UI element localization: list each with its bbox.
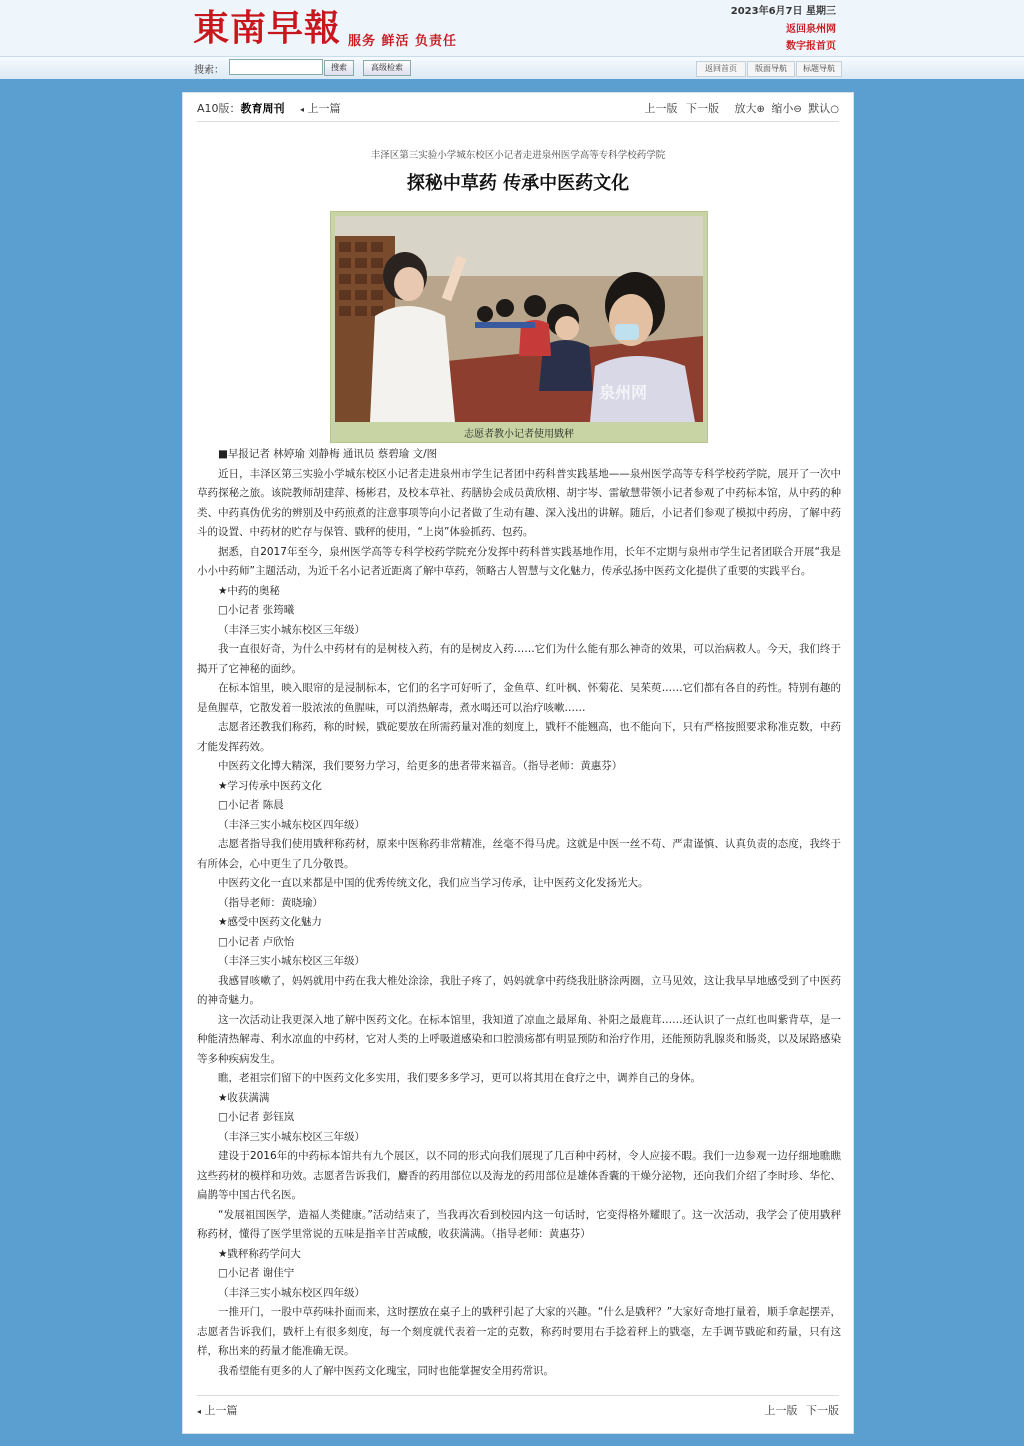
paragraph: 在标本馆里，映入眼帘的是浸制标本，它们的名字可好听了，金鱼草、红叶枫、怀菊花、吴茱萸……它们都有各自的药性。特别有趣的是鱼腥草，它散发着一股浓浓的鱼腥味，可以消热解毒，煮水喝还可以治疗咳嗽…… <box>197 682 841 714</box>
search-input[interactable] <box>229 59 323 75</box>
zoom-out-icon: ⊖ <box>793 104 802 115</box>
paragraph: 志愿者还教我们称药，称的时候，戥砣要放在所需药量对准的刻度上，戥杆不能翘高，也不能向下，只有严格按照要求称准克数，中药才能发挥药效。 <box>197 721 841 753</box>
paragraph: （指导老师：黄晓瑜） <box>218 896 323 909</box>
zoom-in-label: 放大 <box>734 102 757 115</box>
zoom-out-label: 缩小 <box>771 102 794 115</box>
circle-icon: ○ <box>830 104 839 115</box>
page-controls <box>644 100 839 116</box>
paragraph: □小记者 陈晨 <box>218 799 284 811</box>
paragraph: （丰泽三实小城东校区三年级） <box>218 1130 365 1143</box>
caret-left-icon: ◂ <box>300 105 305 114</box>
tab-home[interactable]: 返回首页 <box>696 61 746 77</box>
default-size-button[interactable] <box>808 102 839 115</box>
footer-page-links <box>765 1402 840 1418</box>
classroom-photo <box>335 216 703 422</box>
newspaper-logo[interactable]: 東南早報 <box>193 7 342 49</box>
paragraph: 一推开门，一股中草药味扑面而来，这时摆放在桌子上的戥秤引起了大家的兴趣。“什么是戥秤？”大家好奇地打量着，顺手拿起摆弄，志愿者告诉我们，戥杆上有很多刻度，每一个刻度就代表着一定的克数，称药时要用右手捻着秤上的戥毫，左手调节戥砣和药量，只有这样，称出来的药量才能准确无误。 <box>197 1306 841 1357</box>
tab-page-nav[interactable]: 版面导航 <box>747 61 795 77</box>
header-divider <box>197 121 839 122</box>
photo-watermark: 泉州网 <box>599 383 648 402</box>
photo-caption: 志愿者教小记者使用戥秤 <box>464 429 574 440</box>
paragraph: 中医药文化一直以来都是中国的优秀传统文化，我们应当学习传承，让中医药文化发扬光大。 <box>218 877 649 889</box>
prev-page-link[interactable]: 上一版 <box>644 102 678 115</box>
paragraph: 我感冒咳嗽了，妈妈就用中药在我大椎处涂涂，我肚子疼了，妈妈就拿中药绕我肚脐涂两圈，立马见效，这让我早早地感受到了中医药的神奇魅力。 <box>197 974 841 1006</box>
newspaper-slogan: 服务 鲜活 负责任 <box>348 34 458 49</box>
paragraph: ★收获满满 <box>218 1091 270 1104</box>
paragraph: 建设于2016年的中药标本馆共有九个展区，以不同的形式向我们展现了几百种中药材，令人应接不暇。我们一边参观一边仔细地瞧瞧这些药材的模样和功效。志愿者告诉我们，麝香的药用部位以及海龙的药用部位是雄体香囊的干燥分泌物，还向我们介绍了李时珍、华佗、扁鹊等中国古代名医。 <box>197 1150 841 1201</box>
paragraph: （丰泽三实小城东校区三年级） <box>218 623 365 636</box>
edition-label: A10版： <box>197 102 241 115</box>
toolbar-band <box>0 56 1024 79</box>
paragraph: ★感受中医药文化魅力 <box>218 916 322 928</box>
tab-title-nav[interactable]: 标题导航 <box>796 61 842 77</box>
digital-home-link[interactable]: 数字报首页 <box>786 41 836 52</box>
footer-prev-article-link[interactable] <box>197 1402 238 1418</box>
zoom-in-icon: ⊕ <box>756 104 765 115</box>
paragraph: ★戥秤称药学问大 <box>218 1247 301 1260</box>
paragraph: ★中药的奥秘 <box>218 584 280 597</box>
paragraph: 近日，丰泽区第三实验小学城东校区小记者走进泉州市学生记者团中药科普实践基地——泉州医学高等专科学校药学院，展开了一次中草药探秘之旅。该院教师胡建萍、杨彬君，及校本草社、药膳协会成员黄欣栩、胡宇岑、雷敏慧带领小记者参观了中药标本馆，从中药的种类、中药真伪优劣的辨别及中药煎煮的注意事项等向小记者做了生动有趣、深入浅出的讲解。随后，小记者们参观了模拟中药房，了解中药斗的设置、中药材的贮存与保管、戥秤的使用，“上岗”体验抓药、包药。 <box>197 467 841 538</box>
prev-article-label: 上一篇 <box>307 102 341 115</box>
search-button[interactable]: 搜索 <box>324 60 354 76</box>
footer-prev-page-link[interactable]: 上一版 <box>764 1404 798 1417</box>
article-title: 探秘中草药 传承中医药文化 <box>406 173 630 194</box>
search-label: 搜索： <box>194 65 224 76</box>
footer-next-page-link[interactable]: 下一版 <box>806 1404 839 1417</box>
paragraph: （丰泽三实小城东校区四年级） <box>218 1286 365 1299</box>
paragraph: （丰泽三实小城东校区三年级） <box>218 955 365 967</box>
paragraph: ★学习传承中医药文化 <box>218 779 322 792</box>
masthead <box>0 0 1024 79</box>
paragraph: □小记者 谢佳宁 <box>218 1267 295 1279</box>
article-body <box>197 445 841 1381</box>
paragraph: 这一次活动让我更深入地了解中医药文化。在标本馆里，我知道了凉血之最犀角、补阳之最鹿茸……还认识了一点红也叫紫背草，是一种能清热解毒、利水凉血的中药材，它对人类的上呼吸道感染和口腔溃疡都有明显预防和治疗作用，还能预防乳腺炎和肠炎，以及尿路感染等多种疾病发生。 <box>197 1013 841 1065</box>
footer-prev-article-label: 上一篇 <box>204 1404 238 1417</box>
zoom-out-button[interactable] <box>771 102 801 115</box>
paragraph: 中医药文化博大精深，我们要努力学习，给更多的患者带来福音。（指导老师：黄惠芬） <box>218 760 623 772</box>
section-name[interactable]: 教育周刊 <box>240 102 285 115</box>
paragraph: 据悉，自2017年至今，泉州医学高等专科学校药学院充分发挥中药科普实践基地作用，长年不定期与泉州市学生记者团联合开展“我是小小中药师”主题活动，为近千名小记者近距离了解中草药，领略古人智慧与文化魅力，传承弘扬中医药文化提供了重要的实践平台。 <box>197 545 841 577</box>
zoom-in-button[interactable] <box>734 102 764 115</box>
article-panel <box>182 92 854 1434</box>
paragraph: □小记者 卢欣怡 <box>218 935 295 948</box>
paragraph: 志愿者指导我们使用戥秤称药材，原来中医称药非常精准，丝毫不得马虎。这就是中医一丝不苟、严肃谨慎、认真负责的态度，我终于有所体会，心中更生了几分敬畏。 <box>197 838 841 870</box>
paragraph: 我一直很好奇，为什么中药材有的是树枝入药，有的是树皮入药……它们为什么能有那么神奇的效果，可以治病救人。今天，我们终于揭开了它神秘的面纱。 <box>197 643 841 675</box>
paragraph: ■早报记者 林婷瑜 刘静梅 通讯员 蔡碧瑜 文/图 <box>218 448 438 460</box>
article-kicker: 丰泽区第三实验小学城东校区小记者走进泉州医学高等专科学校药学院 <box>370 150 666 161</box>
issue-date: 2023年6月7日 星期三 <box>730 6 836 17</box>
next-page-link[interactable]: 下一版 <box>685 102 719 115</box>
edition-header <box>197 100 341 116</box>
prev-article-link[interactable] <box>300 102 341 115</box>
paragraph: （丰泽三实小城东校区四年级） <box>218 818 365 831</box>
paragraph: □小记者 张筠曦 <box>218 604 295 616</box>
advanced-search-button[interactable]: 高级检索 <box>363 60 411 76</box>
paragraph: “发展祖国医学，造福人类健康。”活动结束了，当我再次看到校园内这一句话时，它变得格外耀眼了。这一次活动，我学会了使用戥秤称药材，懂得了医学里常说的五味是指辛甘苦咸酸，收获满满。（指导老师：黄惠芬） <box>197 1208 841 1240</box>
paragraph: □小记者 彭钰岚 <box>218 1111 295 1123</box>
paragraph: 我希望能有更多的人了解中医药文化瑰宝，同时也能掌握安全用药常识。 <box>218 1364 554 1377</box>
return-qzwb-link[interactable]: 返回泉州网 <box>786 24 836 35</box>
default-size-label: 默认 <box>808 102 831 115</box>
paragraph: 瞧，老祖宗们留下的中医药文化多实用，我们要多多学习，更可以将其用在食疗之中，调养自己的身体。 <box>218 1072 701 1084</box>
caret-left-icon: ◂ <box>197 1407 202 1416</box>
footer-divider <box>197 1395 839 1396</box>
article-photo <box>330 211 708 443</box>
